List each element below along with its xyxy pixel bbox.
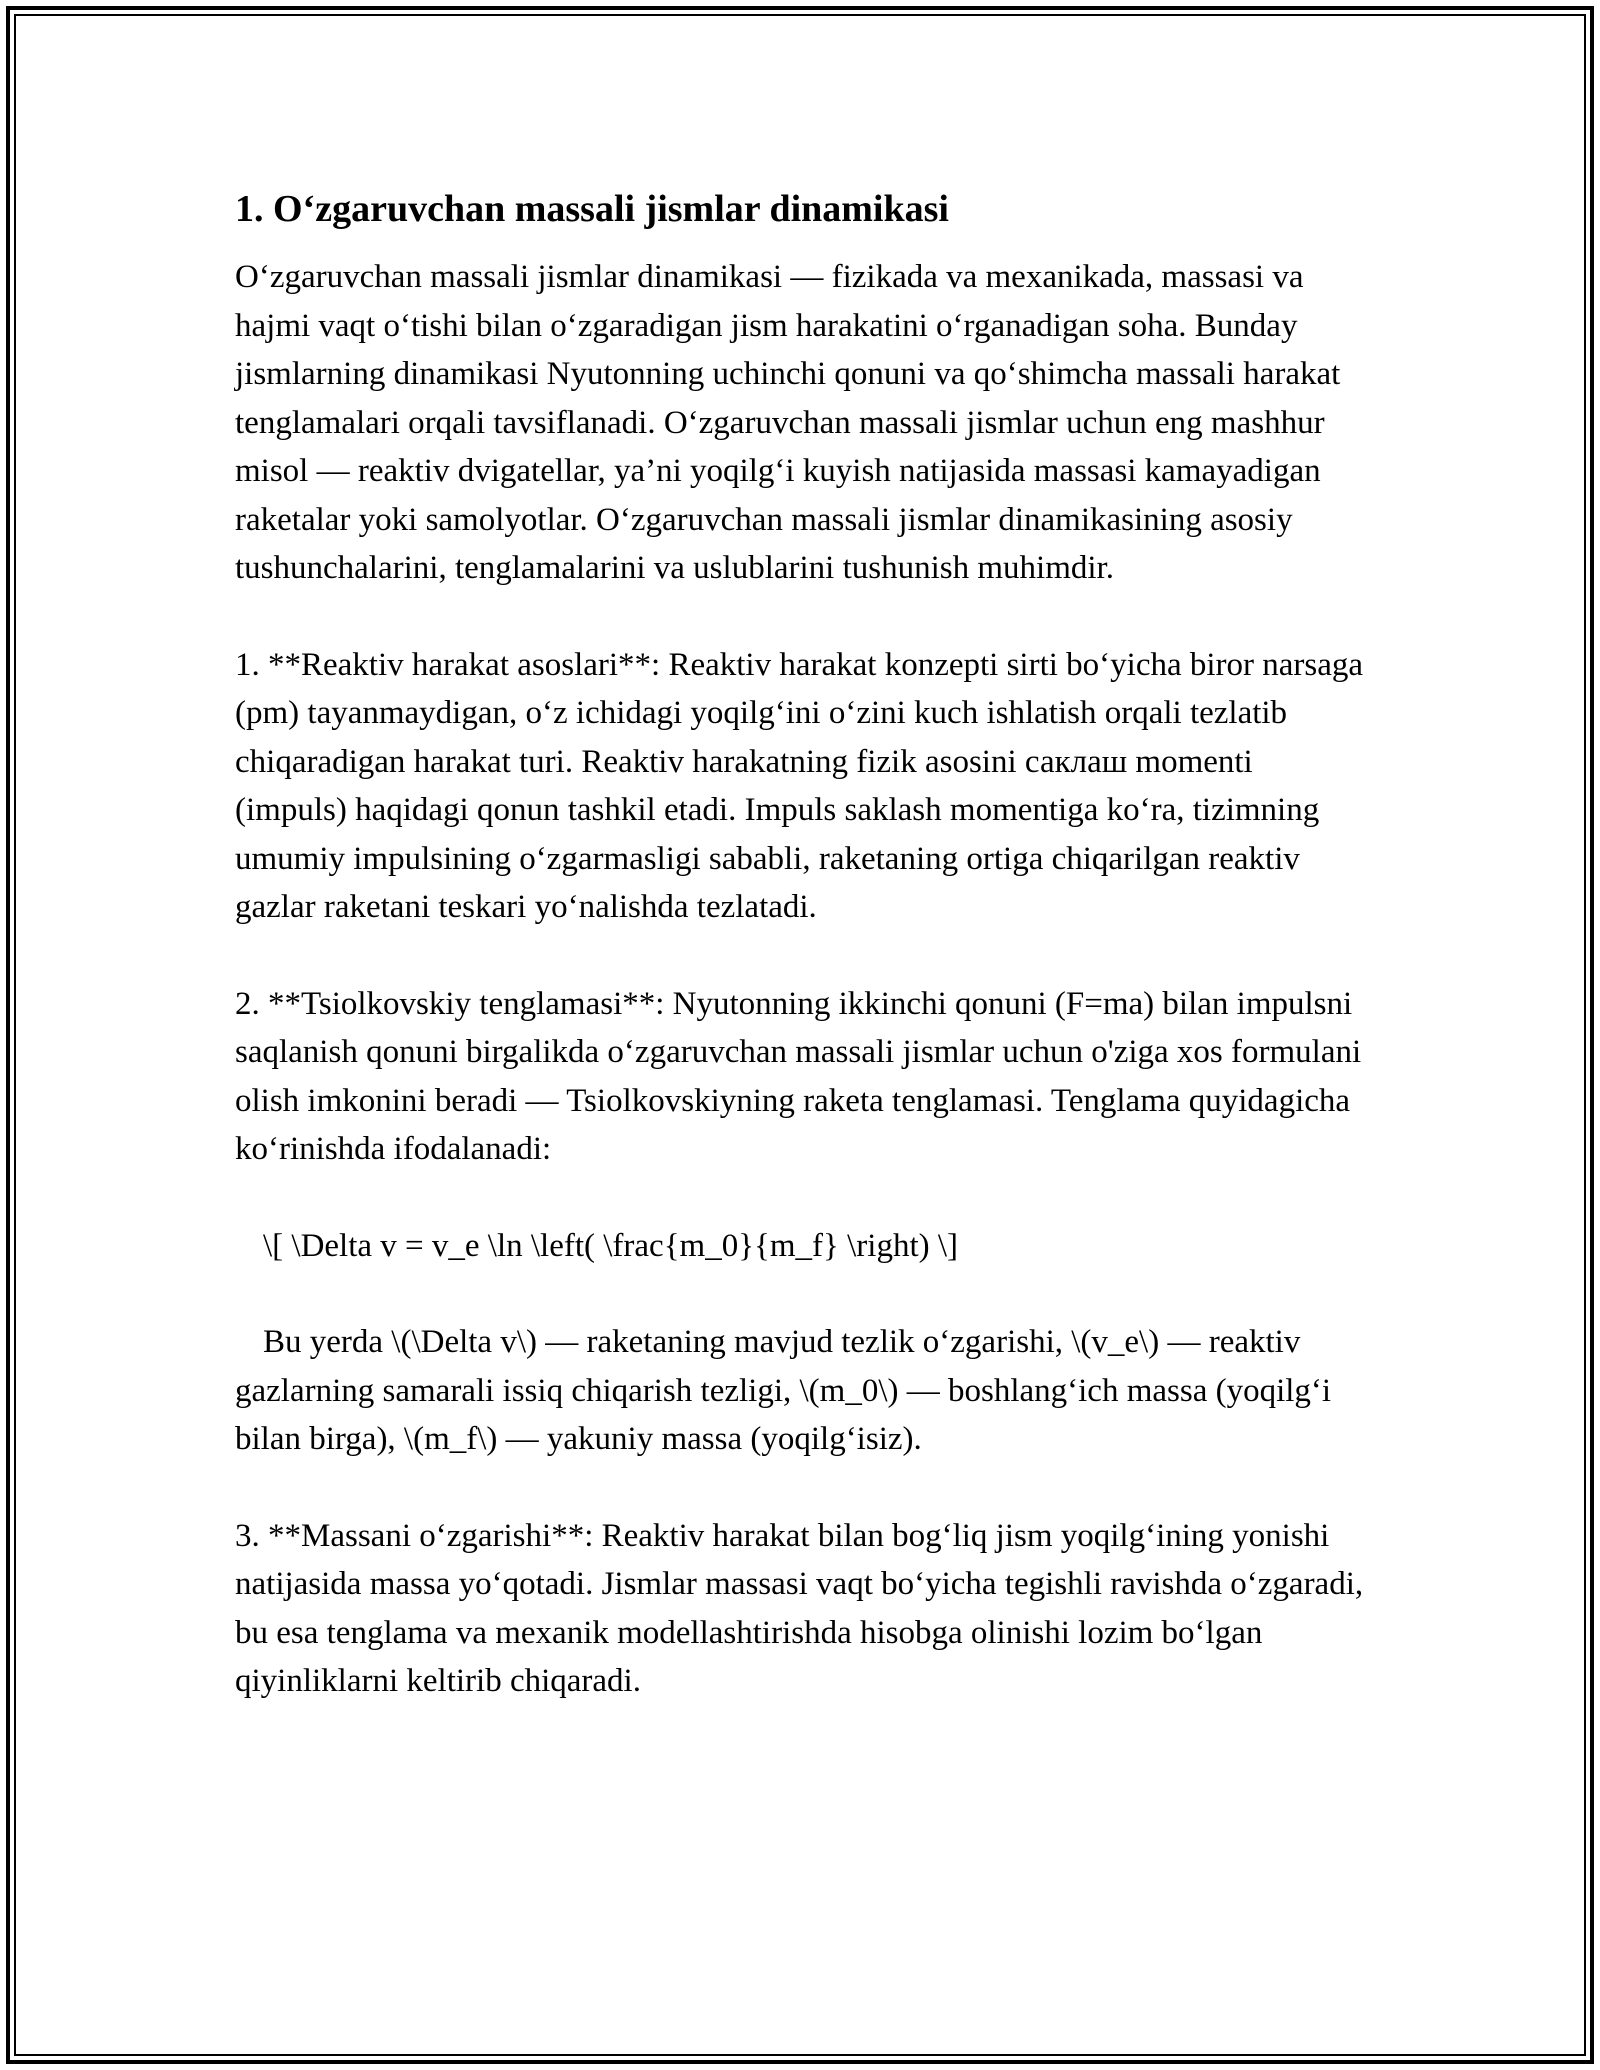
section-tsiolkovsky-equation: 2. **Tsiolkovskiy tenglamasi**: Nyutonning ikkinchi qonuni (F=ma) bilan impulsni saqlanish qonuni birgalikda o‘zgaruvchan massali jismlar uchun o'ziga xos formulani olish imkonini beradi — Tsiolkovskiyning raketa tenglamasi. Tenglama quyidagicha ko‘rinishda ifodalanadi:: [235, 985, 1370, 1167]
document-body: [235, 185, 1372, 1754]
equation-explanation: Bu yerda \(\Delta v\) — raketaning mavjud tezlik o‘zgarishi, \(v_e\) — reaktiv gazlarning samarali issiq chiqarish tezligi, \(m_0\) — boshlang‘ich massa (yoqilg‘i bilan birga), \(m_f\) — yakuniy massa (yoqilg‘isiz).: [235, 1324, 1340, 1457]
equation-line: \[ \Delta v = v_e \ln \left( \frac{m_0}{m_f} \right) \]: [263, 1227, 959, 1264]
section-reactive-motion: 1. **Reaktiv harakat asoslari**: Reaktiv harakat konzepti sirti bo‘yicha biror narsaga (pm) tayanmaydigan, o‘z ichidagi yoqilg‘ini o‘zini kuch ishlatish orqali tezlatib chiqaradigan harakat turi. Reaktiv harakatning fizik asosini саклаш momenti (impuls) haqidagi qonun tashkil etadi. Impuls saklash momentiga ko‘ra, tizimning umumiy impulsining o‘zgarmasligi sababli, raketaning ortiga chiqarilgan reaktiv gazlar raketani teskari yo‘nalishda tezlatadi.: [235, 646, 1372, 925]
section-mass-change: 3. **Massani o‘zgarishi**: Reaktiv harakat bilan bog‘liq jism yoqilg‘ining yonishi natijasida massa yo‘qotadi. Jismlar massasi vaqt bo‘yicha tegishli ravishda o‘zgaradi, bu esa tenglama va mexanik modellashtirishda hisobga olinishi lozim bo‘lgan qiyinliklarni keltirib chiqaradi.: [235, 1517, 1372, 1699]
document-title: 1. O‘zgaruvchan massali jismlar dinamikasi: [235, 188, 949, 230]
intro-paragraph: O‘zgaruvchan massali jismlar dinamikasi — fizikada va mexanikada, massasi va hajmi vaqt o‘tishi bilan o‘zgaradigan jism harakatini o‘rganadigan soha. Bunday jismlarning dinamikasi Nyutonning uchinchi qonuni va qo‘shimcha massali harakat tenglamalari orqali tavsiflanadi. O‘zgaruvchan massali jismlar uchun eng mashhur misol — reaktiv dvigatellar, ya’ni yoqilg‘i kuyish natijasida massasi kamayadigan raketalar yoki samolyotlar. O‘zgaruvchan massali jismlar dinamikasining asosiy tushunchalarini, tenglamalarini va uslublarini tushunish muhimdir.: [235, 259, 1349, 586]
